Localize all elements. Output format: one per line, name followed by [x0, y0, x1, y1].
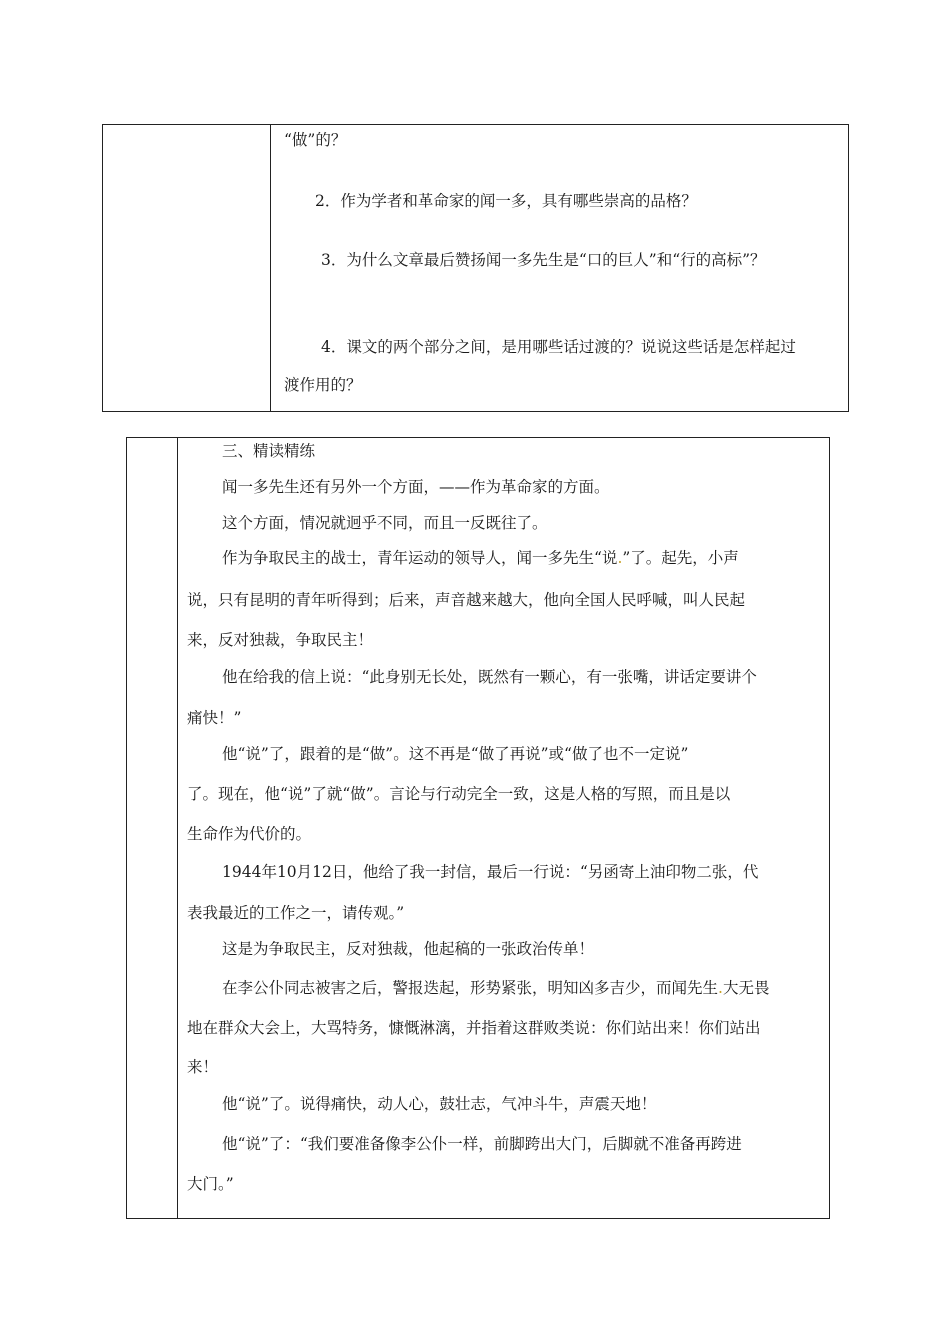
column-divider	[270, 125, 271, 411]
question-3: 3．为什么文章最后赞扬闻一多先生是“口的巨人”和“行的高标”？	[321, 251, 766, 269]
paragraph-line: 表我最近的工作之一，请传观。”	[187, 904, 405, 922]
paragraph-line: 来！	[187, 1058, 219, 1076]
paragraph-line	[222, 548, 739, 568]
emphasis-dot: .	[718, 979, 723, 997]
reading-table	[126, 437, 830, 1219]
paragraph-line: 这个方面，情况就迥乎不同，而且一反既往了。	[222, 514, 548, 532]
question-2: 2．作为学者和革命家的闻一多，具有哪些崇高的品格？	[315, 192, 697, 210]
paragraph-line: 生命作为代价的。	[187, 825, 312, 843]
text-segment: ”了。起先，小声	[622, 549, 739, 567]
paragraph-line: 来，反对独裁，争取民主！	[187, 631, 374, 649]
question-4: 4．课文的两个部分之间，是用哪些话过渡的？说说这些话是怎样起过	[321, 338, 796, 356]
question-1-tail: “做”的？	[284, 131, 347, 149]
text-segment: 在李公仆同志被害之后，警报迭起，形势紧张，明知凶多吉少，而闻先生	[222, 979, 719, 997]
paragraph-line: 闻一多先生还有另外一个方面，——作为革命家的方面。	[222, 478, 610, 496]
paragraph-line: 了。现在，他“说”了就“做”。言论与行动完全一致，这是人格的写照，而且是以	[187, 785, 731, 803]
emphasis-dot: .	[617, 549, 623, 567]
paragraph-line	[222, 978, 769, 998]
text-segment: 大无畏	[722, 979, 770, 997]
question-4-continued: 渡作用的？	[284, 376, 362, 394]
paragraph-line: 1944年10月12日，他给了我一封信，最后一行说：“另函寄上油印物二张，代	[222, 863, 759, 881]
text-segment: 作为争取民主的战士，青年运动的领导人，闻一多先生“说	[222, 549, 618, 567]
column-divider	[177, 438, 178, 1218]
paragraph-line: 地在群众大会上，大骂特务，慷慨淋漓，并指着这群败类说：你们站出来！你们站出	[187, 1019, 761, 1037]
paragraph-line: 他在给我的信上说：“此身别无长处，既然有一颗心，有一张嘴，讲话定要讲个	[222, 668, 757, 686]
paragraph-line: 痛快！”	[187, 709, 242, 727]
paragraph-line: 他“说”了，跟着的是“做”。这不再是“做了再说”或“做了也不一定说”	[222, 745, 689, 763]
paragraph-line: 他“说”了：“我们要准备像李公仆一样，前脚跨出大门，后脚就不准备再跨进	[222, 1135, 742, 1153]
paragraph-line: 大门。”	[187, 1175, 234, 1193]
paragraph-line: 这是为争取民主，反对独裁，他起稿的一张政治传单！	[222, 940, 595, 958]
paragraph-line: 说，只有昆明的青年听得到；后来，声音越来越大，他向全国人民呼喊，叫人民起	[187, 591, 746, 609]
questions-table	[102, 124, 849, 412]
section-heading: 三、精读精练	[222, 442, 316, 460]
paragraph-line: 他“说”了。说得痛快，动人心，鼓壮志，气冲斗牛，声震天地！	[222, 1095, 657, 1113]
